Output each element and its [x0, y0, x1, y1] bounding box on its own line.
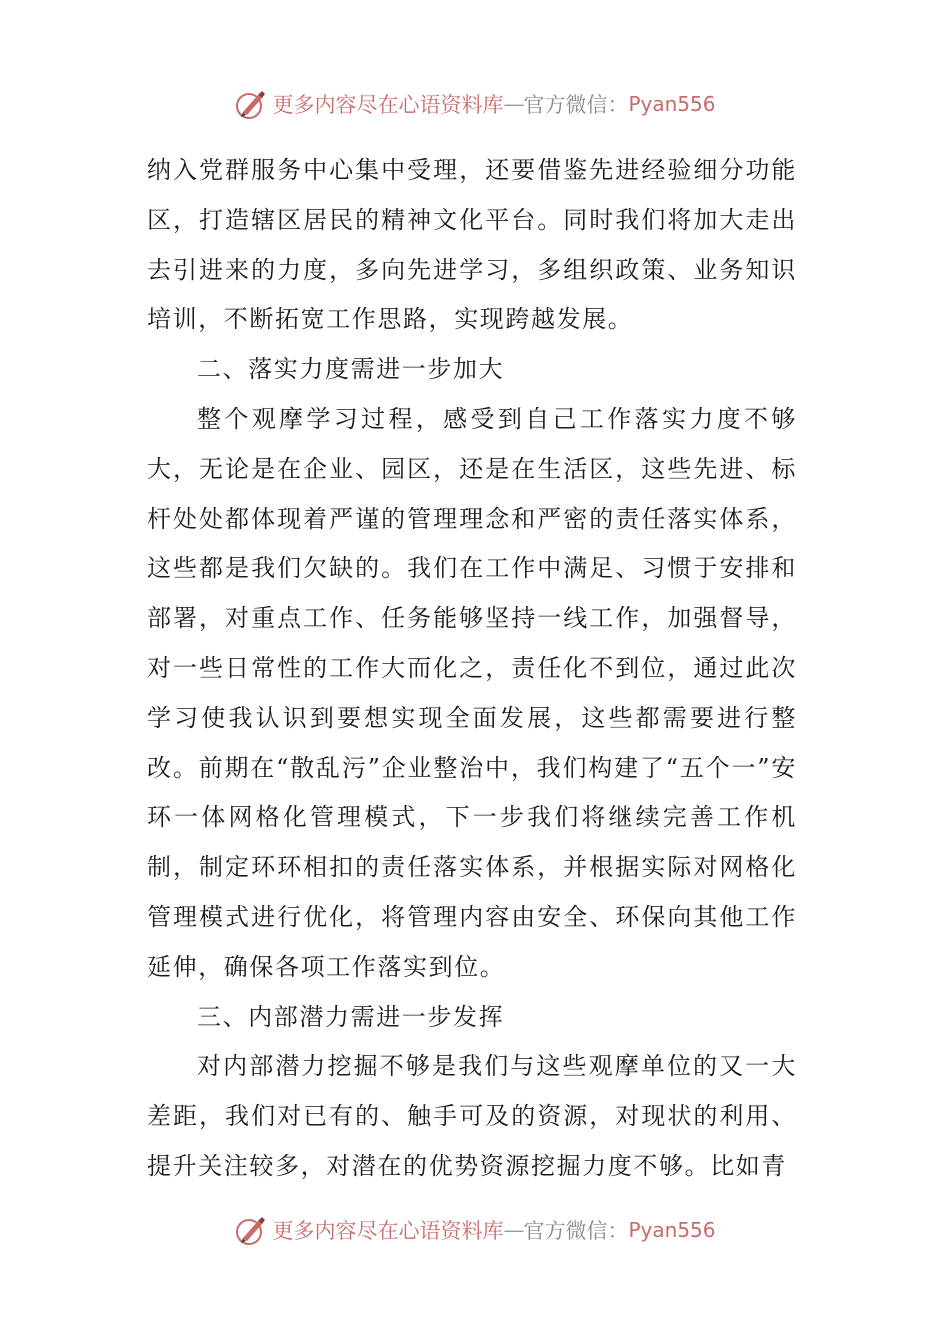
header-watermark — [0, 84, 950, 124]
watermark-wechat-id: Pyan556 — [628, 92, 716, 116]
section-heading-2: 二、落实力度需进一步加大 — [197, 355, 505, 384]
footer-watermark — [0, 1210, 950, 1250]
watermark-brand — [234, 87, 715, 121]
pen-logo-icon — [234, 1213, 268, 1247]
watermark-wechat-label: 官方微信： — [523, 93, 629, 117]
watermark-brand-name: 更多内容尽在心语资料库 — [272, 93, 504, 117]
watermark-brand — [234, 1213, 715, 1247]
pen-logo-icon — [234, 87, 268, 121]
watermark-wechat-label: 官方微信： — [523, 1219, 629, 1243]
paragraph-1: 纳入党群服务中心集中受理，还要借鉴先进经验细分功能区，打造辖区居民的精神文化平台。同时我们将加大走出去引进来的力度，多向先进学习，多组织政策、业务知识培训，不断拓宽工作思路，实现跨越发展。 — [147, 156, 797, 334]
section-heading-3: 三、内部潜力需进一步发挥 — [197, 1002, 505, 1031]
watermark-wechat-id: Pyan556 — [628, 1218, 716, 1242]
watermark-dash: — — [503, 92, 524, 116]
document-body — [147, 146, 797, 1192]
paragraph-2: 整个观摩学习过程，感受到自己工作落实力度不够大，无论是在企业、园区，还是在生活区，这些先进、标杆处处都体现着严谨的管理理念和严密的责任落实体系，这些都是我们欠缺的。我们在工作中满足、习惯于安排和部署，对重点工作、任务能够坚持一线工作，加强督导，对一些日常性的工作大而化之，责任化不到位，通过此次学习使我认识到要想实现全面发展，这些都需要进行整改。前期在“散乱污”企业整治中，我们构建了“五个一”安环一体网格化管理模式，下一步我们将继续完善工作机制，制定环环相扣的责任落实体系，并根据实际对网格化管理模式进行优化，将管理内容由安全、环保向其他工作延伸，确保各项工作落实到位。 — [147, 404, 797, 981]
watermark-dash: — — [503, 1218, 524, 1242]
paragraph-3: 对内部潜力挖掘不够是我们与这些观摩单位的又一大差距，我们对已有的、触手可及的资源，对现状的利用、提升关注较多，对潜在的优势资源挖掘力度不够。比如青 — [147, 1052, 797, 1180]
watermark-brand-name: 更多内容尽在心语资料库 — [272, 1219, 504, 1243]
